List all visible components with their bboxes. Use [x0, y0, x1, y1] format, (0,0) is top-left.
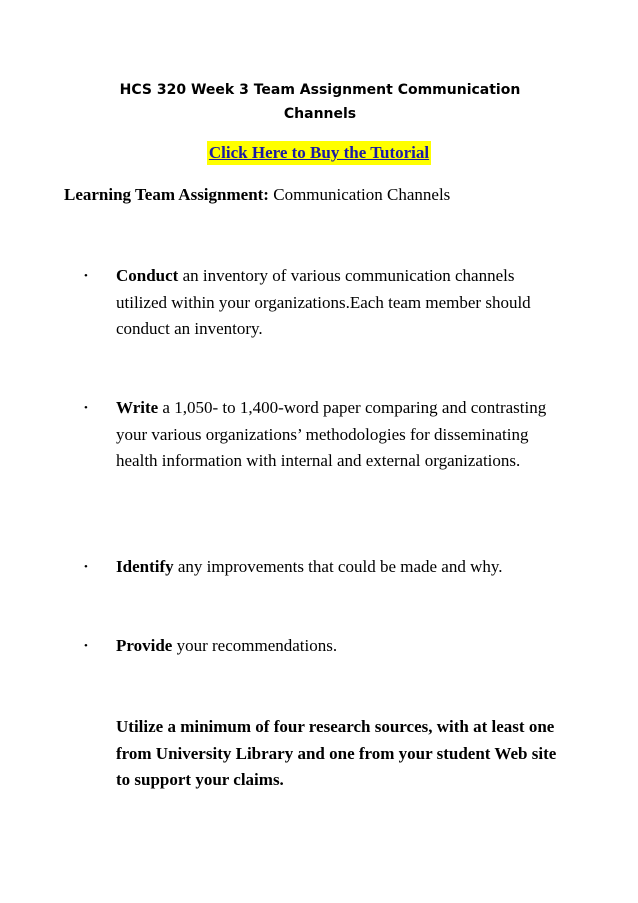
bullet-icon: • — [84, 561, 88, 573]
list-item-verb: Identify — [116, 557, 174, 576]
document-title: HCS 320 Week 3 Team Assignment Communication Channels — [119, 82, 521, 122]
bullet-icon: • — [84, 402, 88, 414]
buy-tutorial-link[interactable]: Click Here to Buy the Tutorial — [207, 141, 431, 165]
list-item-text — [116, 263, 556, 343]
list-item-text — [116, 554, 556, 581]
list-item-body: any improvements that could be made and why. — [177, 557, 503, 576]
list-item-text — [116, 633, 556, 660]
list-item-text — [116, 395, 556, 475]
assignment-heading — [64, 183, 450, 207]
list-item-verb: Write — [116, 398, 159, 417]
assignment-heading-lead: Learning Team Assignment: — [64, 185, 269, 204]
list-item-body: an inventory of various communication channels utilized within your organizations.Each team member should conduct an inventory. — [116, 266, 531, 338]
list-item-body: a 1,050- to 1,400-word paper comparing and contrasting your various organizations’ methodologies for disseminating health information with internal and external organizations. — [116, 398, 547, 470]
bullet-icon: • — [84, 270, 88, 282]
list-item-verb: Conduct — [116, 266, 179, 285]
list-item-verb: Provide — [116, 636, 173, 655]
closing-requirement: Utilize a minimum of four research sources, with at least one from University Library and one from your student Web site to support your claims. — [116, 717, 557, 789]
list-item-body: your recommendations. — [176, 636, 338, 655]
tutorial-link-container — [0, 141, 638, 165]
bullet-icon: • — [84, 640, 88, 652]
assignment-heading-rest: Communication Channels — [273, 185, 451, 204]
